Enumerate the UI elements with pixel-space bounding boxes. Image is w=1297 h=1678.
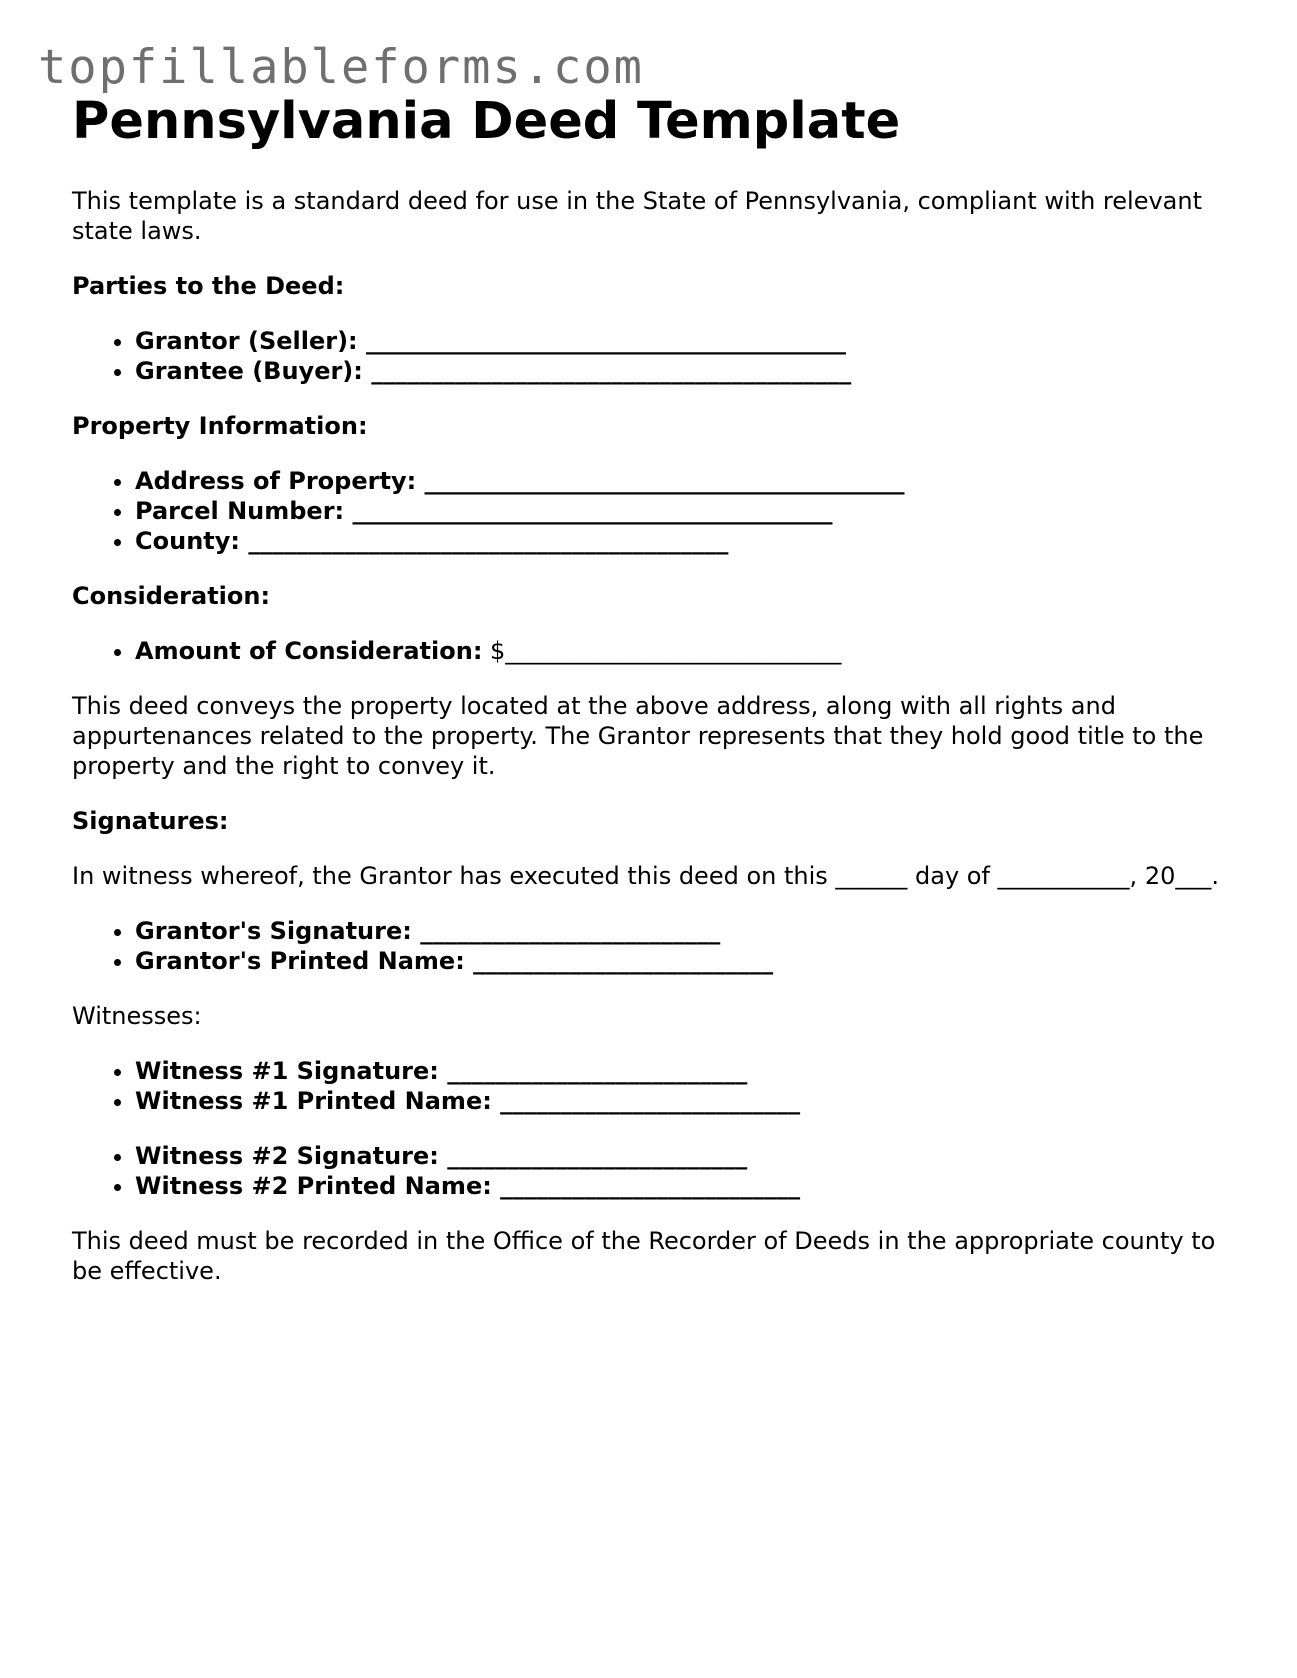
parcel-label: Parcel Number:	[135, 497, 345, 525]
grantor-blank[interactable]: ________________________________________	[357, 327, 846, 355]
witness-1-signature-item	[135, 1056, 1232, 1086]
conveyance-paragraph: This deed conveys the property located at the above address, along with all rights and appurtenances related to the property. The Grantor represents that they hold good title to the property and the right to convey it.	[72, 692, 1204, 780]
recording-paragraph: This deed must be recorded in the Office of the Recorder of Deeds in the appropriate county to be effective.	[72, 1227, 1216, 1285]
amount-item	[135, 636, 1232, 666]
witness-2-name-blank[interactable]: _________________________	[491, 1172, 801, 1200]
parties-heading: Parties to the Deed:	[72, 272, 345, 300]
property-list	[72, 466, 1232, 556]
document-body	[72, 86, 1232, 1286]
signatures-heading: Signatures:	[72, 807, 229, 835]
amount-blank[interactable]: $____________________________	[482, 637, 842, 665]
grantor-signature-item	[135, 916, 1232, 946]
witness-1-name-blank[interactable]: _________________________	[491, 1087, 801, 1115]
consideration-list	[72, 636, 1232, 666]
witness-2-signature-label: Witness #2 Signature:	[135, 1142, 439, 1170]
grantor-signature-list	[72, 916, 1232, 976]
page-title: Pennsylvania Deed Template	[72, 92, 901, 151]
grantor-name-blank[interactable]: _________________________	[464, 947, 774, 975]
address-blank[interactable]: ________________________________________	[416, 467, 905, 495]
county-blank[interactable]: ________________________________________	[240, 527, 729, 555]
grantor-signature-label: Grantor's Signature:	[135, 917, 412, 945]
parcel-blank[interactable]: ________________________________________	[344, 497, 833, 525]
witness-1-name-label: Witness #1 Printed Name:	[135, 1087, 492, 1115]
property-heading: Property Information:	[72, 412, 368, 440]
grantor-item	[135, 326, 1232, 356]
parties-list	[72, 326, 1232, 386]
amount-label: Amount of Consideration:	[135, 637, 483, 665]
address-label: Address of Property:	[135, 467, 417, 495]
grantor-name-label: Grantor's Printed Name:	[135, 947, 465, 975]
witness-2-list	[72, 1141, 1232, 1201]
grantee-label: Grantee (Buyer):	[135, 357, 363, 385]
witness-1-name-item	[135, 1086, 1232, 1116]
grantor-label: Grantor (Seller):	[135, 327, 358, 355]
witness-1-list	[72, 1056, 1232, 1116]
watermark: topfillableforms.com	[38, 40, 644, 95]
witnesses-heading: Witnesses:	[72, 1002, 202, 1030]
witness-2-signature-item	[135, 1141, 1232, 1171]
witness-2-signature-blank[interactable]: _________________________	[438, 1142, 748, 1170]
grantee-blank[interactable]: ________________________________________	[362, 357, 852, 385]
grantor-signature-blank[interactable]: _________________________	[411, 917, 721, 945]
grantor-name-item	[135, 946, 1232, 976]
witness-1-signature-label: Witness #1 Signature:	[135, 1057, 439, 1085]
county-label: County:	[135, 527, 240, 555]
grantee-item	[135, 356, 1232, 386]
address-item	[135, 466, 1232, 496]
witness-1-signature-blank[interactable]: _________________________	[438, 1057, 748, 1085]
witness-2-name-item	[135, 1171, 1232, 1201]
parcel-item	[135, 496, 1232, 526]
intro-paragraph: This template is a standard deed for use in the State of Pennsylvania, compliant with relevant state laws.	[72, 187, 1203, 245]
consideration-heading: Consideration:	[72, 582, 271, 610]
witness-whereof-paragraph: In witness whereof, the Grantor has executed this deed on this ______ day of ___________, 20___.	[72, 862, 1219, 890]
witness-2-name-label: Witness #2 Printed Name:	[135, 1172, 492, 1200]
county-item	[135, 526, 1232, 556]
